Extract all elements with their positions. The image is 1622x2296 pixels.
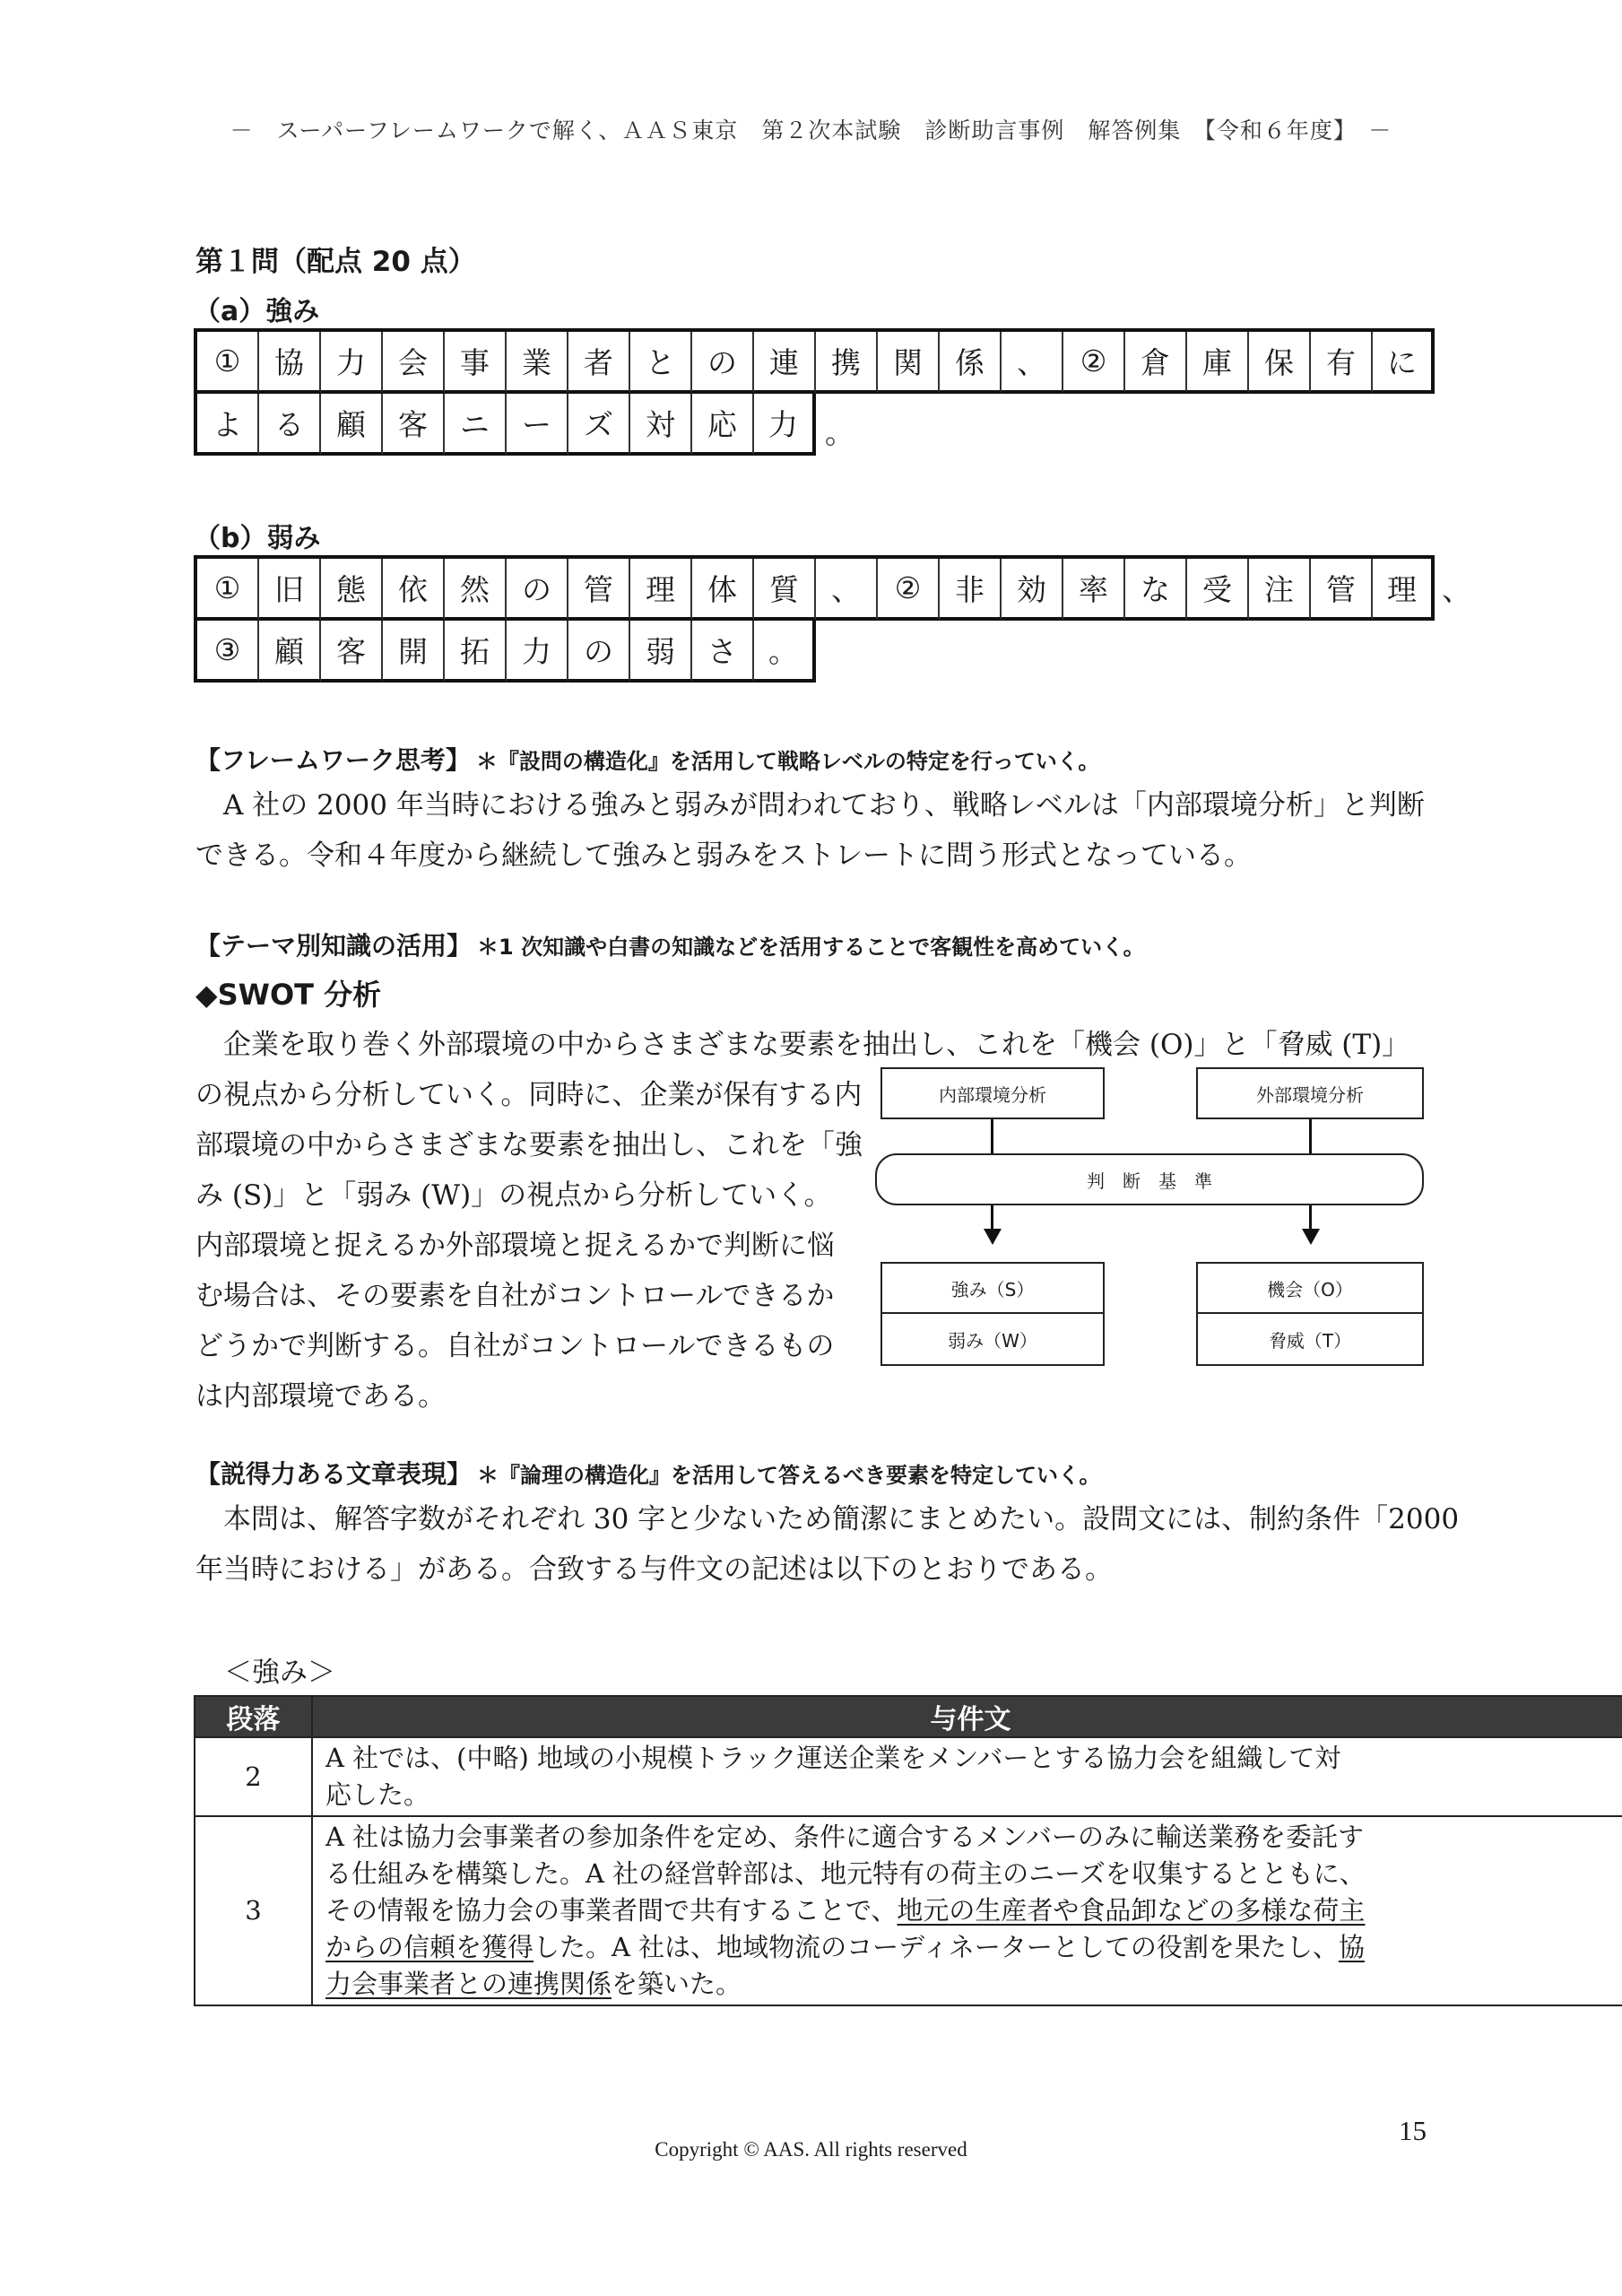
swot-line: どうかで判断する。自社がコントロールできるもの	[195, 1330, 835, 1362]
answer-cell: 関	[878, 332, 940, 394]
table-row	[195, 1816, 1622, 2005]
persuasive-line-2: 年当時における」がある。合致する与件文の記述は以下のとおりである。	[195, 1553, 1113, 1586]
answer-cell: の	[692, 332, 754, 394]
answer-cell: 倉	[1125, 332, 1187, 394]
question-title: 第１問（配点 20 点）	[195, 246, 476, 278]
external-analysis-box: 外部環境分析	[1196, 1067, 1424, 1119]
framework-line-1: A 社の 2000 年当時における強みと弱みが問われており、戦略レベルは「内部環境分析」と判断	[195, 789, 1425, 822]
opportunity-box: 機会（O）	[1196, 1262, 1424, 1314]
answer-cell: の	[507, 559, 568, 621]
internal-result-stack	[880, 1262, 1105, 1366]
answer-cell: 力	[754, 394, 816, 456]
answer-cell: 体	[692, 559, 754, 621]
answer-cell: 力	[321, 332, 383, 394]
answer-cell: 応	[692, 394, 754, 456]
answer-cell: 質	[754, 559, 816, 621]
swot-line: 内部環境と捉えるか外部環境と捉えるかで判断に悩	[195, 1230, 835, 1262]
answer-cell: 保	[1249, 332, 1311, 394]
answer-cell: 、	[1002, 332, 1063, 394]
external-result-stack	[1196, 1262, 1424, 1366]
answer-cell: 対	[630, 394, 692, 456]
answer-cell: の	[568, 621, 630, 683]
row-paragraph-number: 2	[195, 1737, 312, 1816]
swot-line: の視点から分析していく。同時に、企業が保有する内	[195, 1079, 863, 1111]
answer-cell: 弱	[630, 621, 692, 683]
weakness-label: （b）弱み	[194, 523, 321, 554]
text-line	[325, 1929, 1616, 1966]
answer-cell: 連	[754, 332, 816, 394]
answer-cell: 管	[1311, 559, 1373, 621]
strength-answer-tail: 。	[825, 415, 854, 450]
header-paragraph: 段落	[195, 1696, 312, 1737]
answer-cell: 協	[259, 332, 321, 394]
answer-cell: 客	[383, 394, 445, 456]
answer-cell: 理	[1373, 559, 1435, 621]
text-line	[325, 1892, 1616, 1929]
page-number: 15	[1399, 2115, 1427, 2146]
threat-box: 脅威（T）	[1196, 1314, 1424, 1366]
framework-paragraph	[195, 780, 1425, 881]
table-caption: ＜強み＞	[224, 1657, 335, 1689]
persuasive-heading	[195, 1455, 1101, 1491]
text-line: る仕組みを構築した。A 社の経営幹部は、地元特有の荷主のニーズを収集するとともに、	[325, 1858, 1366, 1889]
connector-line	[1309, 1119, 1312, 1153]
theme-heading	[195, 926, 1145, 962]
plain-text: した。A 社は、地域物流のコーディネーターとしての役割を果たし、	[533, 1932, 1339, 1962]
underlined-text: 地元の生産者や食品卸などの多様な荷主	[897, 1895, 1366, 1926]
framework-line-2: できる。令和４年度から継続して強みと弱みをストレートに問う形式となっている。	[195, 839, 1252, 872]
arrow-line	[991, 1205, 993, 1231]
answer-cell: 有	[1311, 332, 1373, 394]
swot-diagram	[880, 1067, 1424, 1372]
persuasive-paragraph	[195, 1494, 1459, 1595]
swot-line: み (S)」と「弱み (W)」の視点から分析していく。	[195, 1179, 832, 1212]
strength-source-table	[194, 1695, 1622, 2006]
text-line: 応した。	[325, 1779, 430, 1810]
framework-heading	[195, 741, 1099, 777]
plain-text: を築いた。	[612, 1969, 742, 1999]
swot-intro-line: 企業を取り巻く外部環境の中からさまざまな要素を抽出し、これを「機会 (O)」と「脅威 (T)」	[195, 1029, 1410, 1061]
weakness-answer-row-2	[194, 621, 1471, 683]
answer-cell: 事	[445, 332, 507, 394]
internal-analysis-box: 内部環境分析	[880, 1067, 1105, 1119]
answer-cell: ズ	[568, 394, 630, 456]
answer-cell: 力	[507, 621, 568, 683]
persuasive-title: 【説得力ある文章表現】	[195, 1459, 473, 1489]
answer-cell: 会	[383, 332, 445, 394]
persuasive-line-1: 本問は、解答字数がそれぞれ 30 字と少ないため簡潔にまとめたい。設問文には、制約条件「2000	[195, 1503, 1460, 1535]
answer-cell: 旧	[259, 559, 321, 621]
strength-answer-row-2	[194, 394, 816, 456]
text-line: A 社では、(中略) 地域の小規模トラック運送企業をメンバーとする協力会を組織して対	[325, 1743, 1341, 1773]
answer-cell: 効	[1002, 559, 1063, 621]
answer-cell: 業	[507, 332, 568, 394]
persuasive-note: ＊『論理の構造化』を活用して答えるべき要素を特定していく。	[477, 1463, 1101, 1488]
answer-cell: ニ	[445, 394, 507, 456]
answer-cell: さ	[692, 621, 754, 683]
swot-paragraph	[195, 1070, 877, 1422]
row-source-text	[312, 1737, 1622, 1816]
answer-cell: 者	[568, 332, 630, 394]
answer-cell: 。	[754, 621, 816, 683]
answer-cell: 携	[816, 332, 878, 394]
underlined-text: 力会事業者との連携関係	[325, 1969, 612, 1999]
underlined-text: 協	[1338, 1932, 1365, 1962]
theme-title: 【テーマ別知識の活用】	[195, 931, 473, 961]
underlined-text: からの信頼を獲得	[325, 1932, 534, 1962]
copyright: Copyright © AAS. All rights reserved	[655, 2138, 967, 2161]
strength-answer-row-1	[194, 328, 1435, 394]
answer-cell: 注	[1249, 559, 1311, 621]
swot-line: 部環境の中からさまざまな要素を抽出し、これを「強	[195, 1129, 863, 1161]
answer-cell: 非	[940, 559, 1002, 621]
answer-cell: 理	[630, 559, 692, 621]
table-row	[195, 1737, 1622, 1816]
answer-cell: ー	[507, 394, 568, 456]
connector-line	[991, 1119, 993, 1153]
header-source-text: 与件文	[312, 1696, 1622, 1737]
weakness-answer-row-1	[194, 555, 1435, 621]
table-header-row	[195, 1696, 1622, 1737]
answer-cell: 態	[321, 559, 383, 621]
answer-cell: 拓	[445, 621, 507, 683]
judgment-criteria-box: 判 断 基 準	[875, 1153, 1424, 1205]
strength-answer-grid	[194, 328, 1435, 456]
text-line	[325, 1966, 1616, 2003]
swot-title: ◆SWOT 分析	[195, 978, 382, 1012]
row-paragraph-number: 3	[195, 1816, 312, 2005]
plain-text: その情報を協力会の事業者間で共有することで、	[325, 1895, 898, 1926]
answer-cell: 、	[816, 559, 878, 621]
answer-cell: な	[1125, 559, 1187, 621]
answer-cell: 然	[445, 559, 507, 621]
answer-cell: 顧	[259, 621, 321, 683]
answer-cell: 客	[321, 621, 383, 683]
theme-note: ＊1 次知識や白書の知識などを活用することで客観性を高めていく。	[477, 935, 1145, 960]
answer-cell: 庫	[1187, 332, 1249, 394]
strength-label: （a）強み	[194, 296, 320, 327]
weakness-answer-tail: 、	[1442, 572, 1471, 607]
arrow-down-icon	[1302, 1229, 1320, 1245]
text-line: A 社は協力会事業者の参加条件を定め、条件に適合するメンバーのみに輸送業務を委託す	[325, 1822, 1364, 1852]
framework-title: 【フレームワーク思考】	[195, 745, 471, 775]
answer-cell: ③	[197, 621, 259, 683]
answer-cell: に	[1373, 332, 1435, 394]
answer-cell: 受	[1187, 559, 1249, 621]
framework-note: ＊『設問の構造化』を活用して戦略レベルの特定を行っていく。	[475, 749, 1100, 774]
answer-cell: 管	[568, 559, 630, 621]
answer-cell: 係	[940, 332, 1002, 394]
answer-cell: よ	[197, 394, 259, 456]
row-source-text	[312, 1816, 1622, 2005]
answer-cell: 開	[383, 621, 445, 683]
arrow-down-icon	[984, 1229, 1002, 1245]
swot-line: む場合は、その要素を自社がコントロールできるか	[195, 1280, 835, 1312]
answer-cell: る	[259, 394, 321, 456]
answer-cell: ②	[1063, 332, 1125, 394]
weakness-answer-grid	[194, 555, 1471, 683]
answer-cell: と	[630, 332, 692, 394]
answer-cell: ②	[878, 559, 940, 621]
arrow-line	[1309, 1205, 1312, 1231]
swot-line: は内部環境である。	[195, 1380, 446, 1413]
running-header: － スーパーフレームワークで解く、ＡＡＳ東京 第２次本試験 診断助言事例 解答例集 【令和６年度】 －	[230, 117, 1392, 144]
answer-cell: 率	[1063, 559, 1125, 621]
answer-cell: 依	[383, 559, 445, 621]
weakness-box: 弱み（W）	[880, 1314, 1105, 1366]
answer-cell: ①	[197, 332, 259, 394]
answer-cell: 顧	[321, 394, 383, 456]
strength-box: 強み（S）	[880, 1262, 1105, 1314]
answer-cell: ①	[197, 559, 259, 621]
